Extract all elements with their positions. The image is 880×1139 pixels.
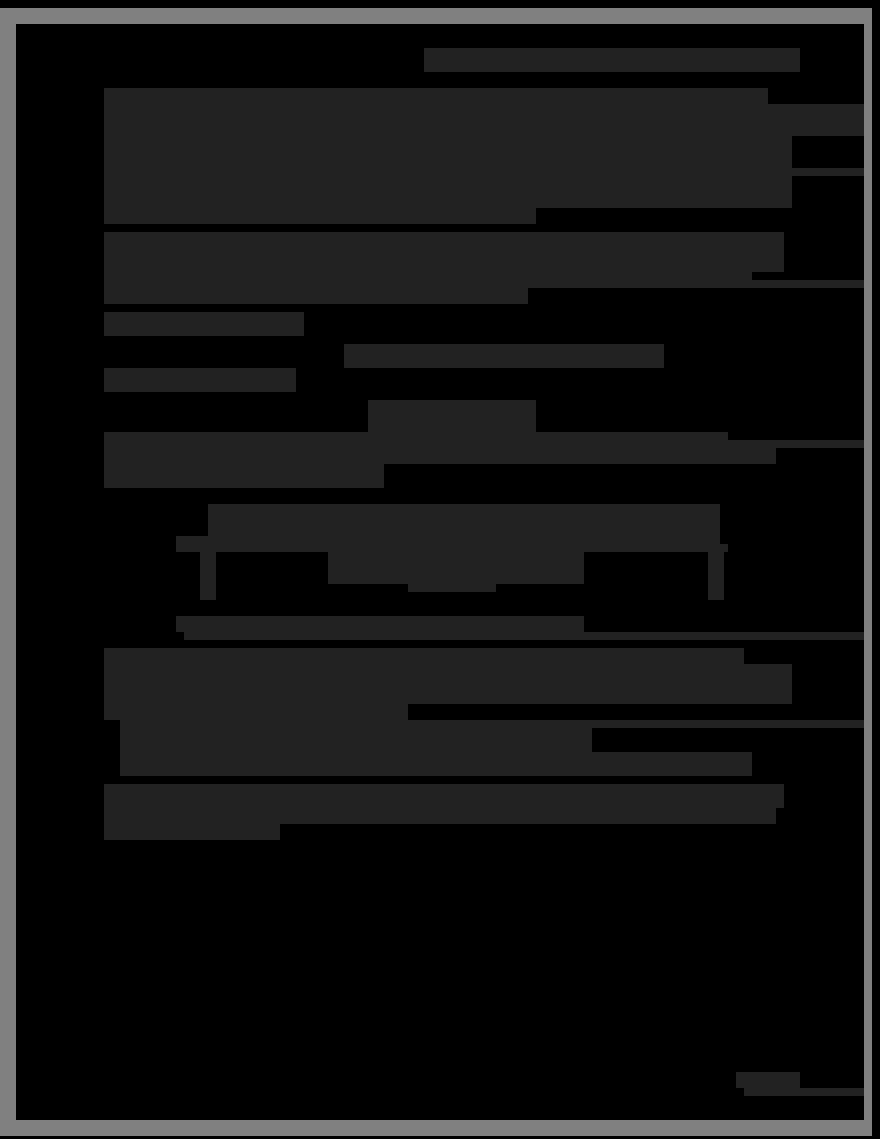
redacted-paragraph-4-tail	[104, 704, 408, 720]
redacted-paragraph-4-body	[104, 664, 792, 704]
redacted-display-equation-1	[344, 344, 664, 368]
redacted-list-item-2	[120, 752, 752, 776]
redacted-paragraph-4-rule	[120, 720, 864, 728]
redacted-paragraph-5-line-2	[104, 808, 776, 824]
redacted-list-item-1	[120, 728, 592, 752]
redacted-display-equation-2	[368, 400, 536, 432]
redacted-paragraph-3-body	[104, 440, 776, 464]
redacted-paragraph-1-tail	[104, 208, 536, 224]
page-frame-bottom	[0, 1120, 872, 1136]
redacted-short-line-2	[104, 368, 296, 392]
redacted-equation-right-paren	[708, 552, 724, 600]
page-frame-top	[0, 8, 872, 24]
redacted-paragraph-2-tail	[104, 288, 528, 304]
redacted-paragraph-2	[104, 232, 784, 272]
redacted-equation-caption-rule	[184, 632, 864, 640]
redacted-table-rule	[104, 128, 864, 136]
redacted-equation-caption	[176, 616, 584, 632]
redacted-paragraph-3-rule	[728, 440, 864, 448]
redacted-paragraph-3-tail	[104, 464, 384, 488]
redacted-short-line-1	[104, 312, 304, 336]
redacted-equation-denominator-tail	[408, 584, 496, 592]
redacted-table-header-row-2	[104, 104, 864, 128]
redacted-paragraph-4	[104, 648, 744, 664]
redacted-footer-rule	[744, 1088, 864, 1096]
redacted-equation-bar	[208, 544, 728, 552]
redacted-paragraph-5	[104, 784, 784, 808]
page-frame-left	[0, 8, 16, 1136]
redacted-equation-numerator	[208, 504, 720, 544]
redacted-paragraph-5-tail	[104, 824, 280, 840]
redacted-equation-denominator	[328, 552, 584, 584]
redacted-equation-left-paren	[200, 552, 216, 600]
redacted-paragraph-1	[104, 136, 792, 184]
page-frame-right	[864, 8, 872, 1136]
redacted-table-header-row	[104, 88, 768, 104]
redacted-paragraph-1-rule	[560, 168, 864, 176]
redacted-paragraph-3	[104, 432, 728, 440]
redacted-page-number	[736, 1072, 800, 1088]
redacted-paragraph-1-line-4	[104, 184, 792, 208]
redacted-paragraph-2-line-3	[104, 272, 752, 288]
redacted-running-header	[424, 48, 800, 72]
redacted-paragraph-2-rule	[752, 280, 864, 288]
